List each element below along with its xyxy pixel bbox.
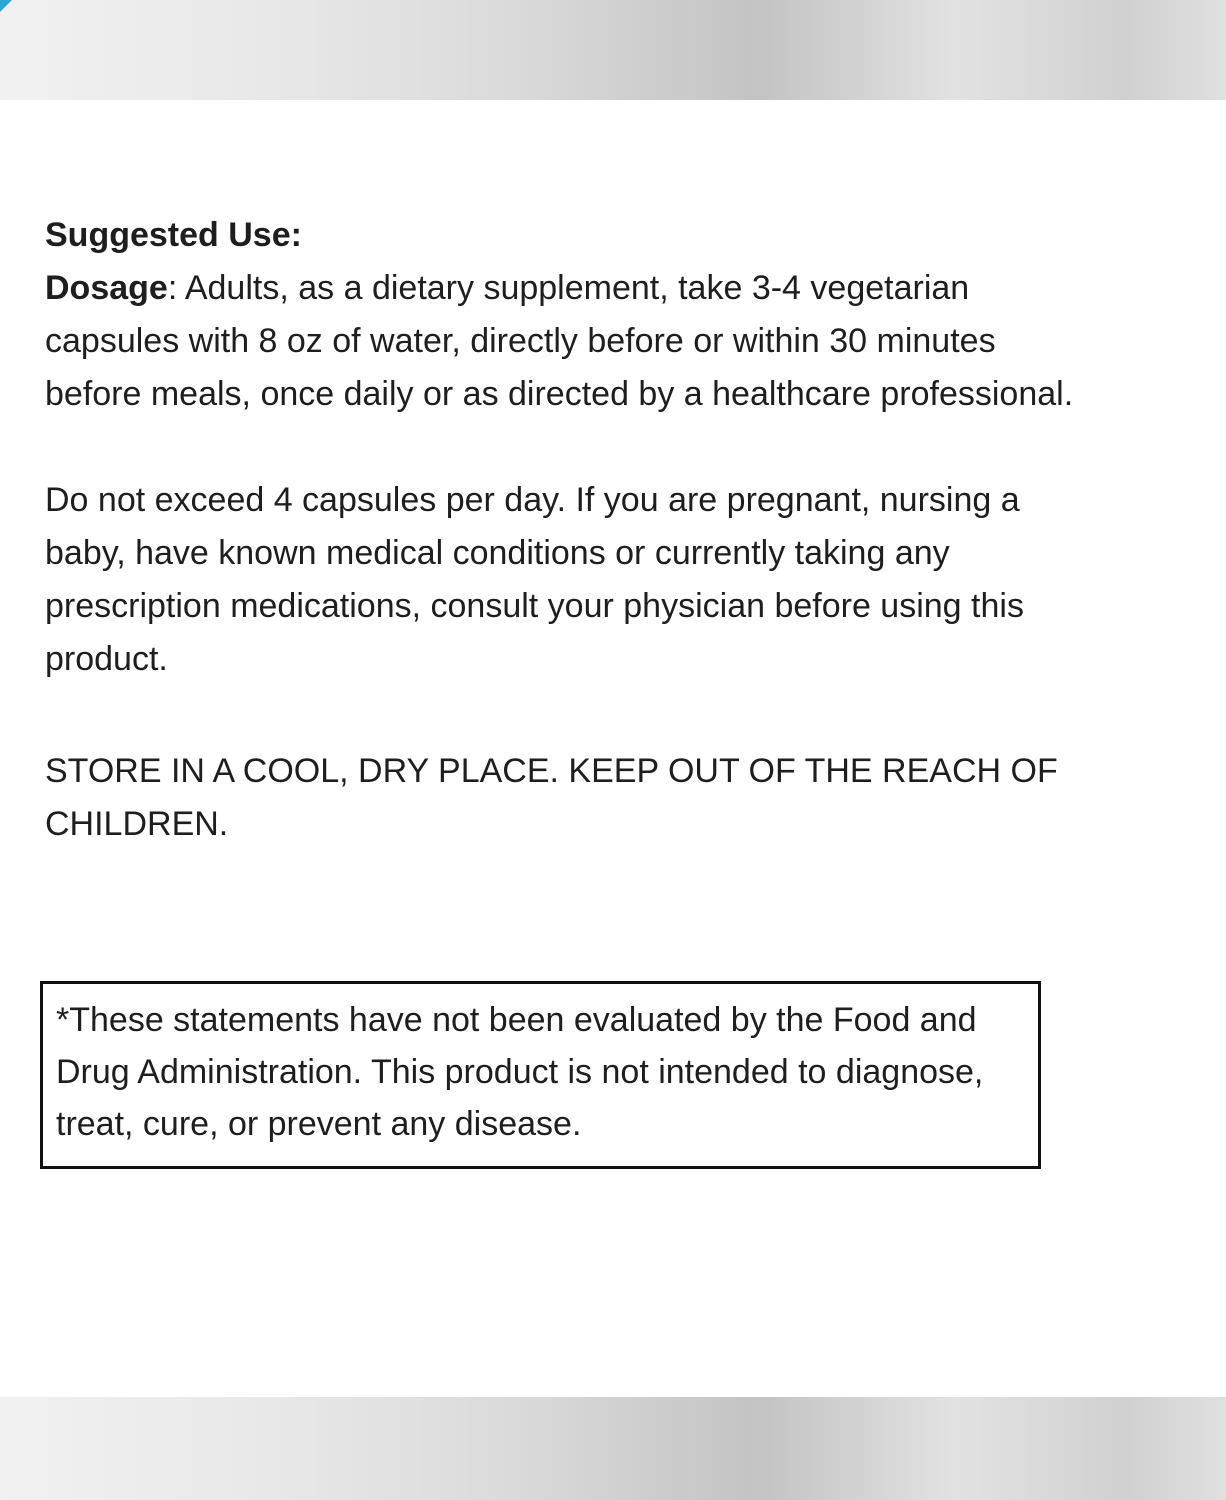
fda-disclaimer-text: *These statements have not been evaluated by the Food and Drug Administration. This product is not intended to diagnose, treat, cure, or prevent any disease. [56,1001,984,1143]
suggested-use-heading: Suggested Use: [45,216,302,254]
storage-paragraph: STORE IN A COOL, DRY PLACE. KEEP OUT OF THE REACH OF CHILDREN. [45,752,1058,843]
warning-paragraph: Do not exceed 4 capsules per day. If you are pregnant, nursing a baby, have known medical conditions or currently taking any prescription medications, consult your physician before using this product. [45,481,1024,678]
dosage-paragraph [45,262,1085,421]
dosage-text: : Adults, as a dietary supplement, take 3-4 vegetarian capsules with 8 oz of water, directly before or within 30 minutes before meals, once daily or as directed by a healthcare professional. [45,269,1074,413]
bottom-gradient-band [0,1397,1226,1500]
dosage-label: Dosage [45,269,168,307]
corner-accent [0,0,12,12]
top-gradient-band [0,0,1226,100]
fda-disclaimer-box [40,981,1041,1169]
label-content [45,209,1085,851]
